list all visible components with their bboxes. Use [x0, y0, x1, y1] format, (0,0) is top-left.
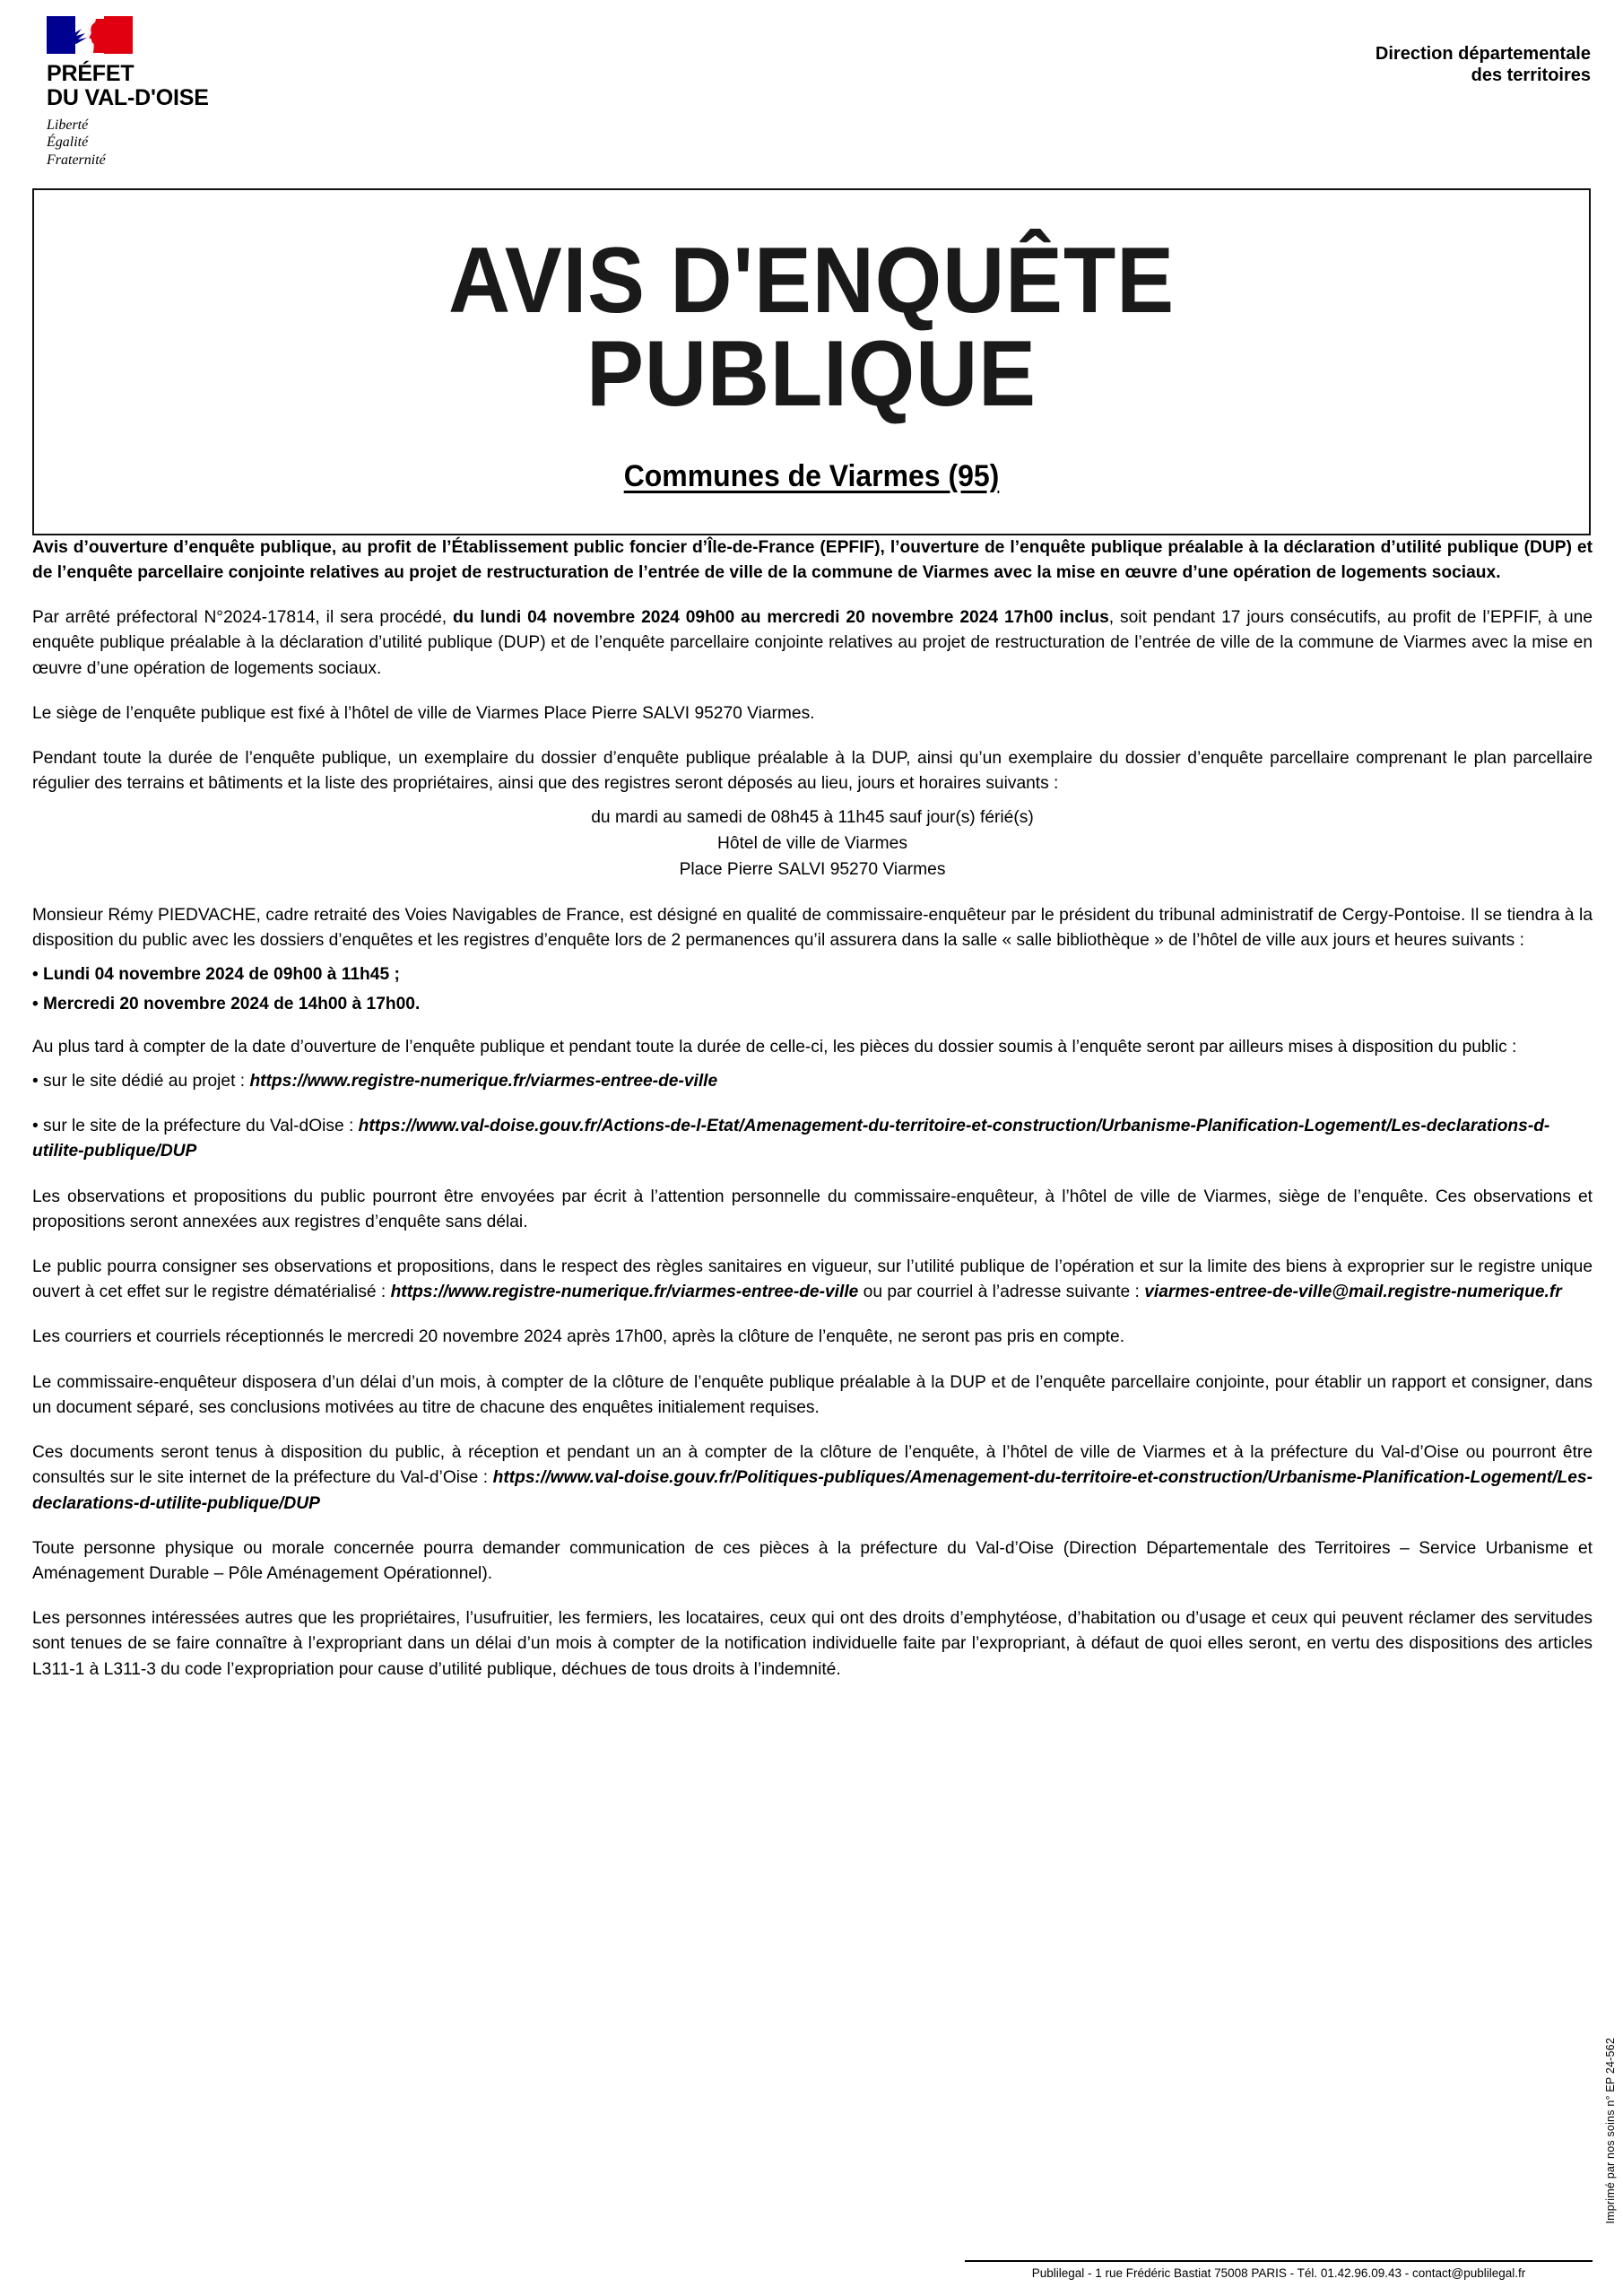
prefecture-branding	[47, 16, 209, 169]
opening-hours-block	[32, 805, 1593, 883]
footer-publisher-info: Publilegal - 1 rue Frédéric Bastiat 75008 PARIS - Tél. 01.42.96.09.43 - contact@publilegal.fr	[1031, 2266, 1526, 2280]
notice-title-line1: AVIS D'ENQUÊTE	[447, 229, 1176, 334]
documents-text-part1: Ces documents seront tenus à disposition du public, à réception et pendant un an à compter de la clôture de l’enquête, à l’hôtel de ville de Viarmes et à la préfecture du Val-d’Oise ou pourront être consultés sur le site internet de la préfecture du Val-d’Oise :	[32, 1443, 1593, 1488]
department-header	[1376, 43, 1591, 87]
bullet-site-prefecture	[32, 1114, 1593, 1164]
hours-line-address: Place Pierre SALVI 95270 Viarmes	[679, 860, 946, 880]
paragraph-delai-rapport: Le commissaire-enquêteur disposera d’un délai d’un mois, à compter de la clôture de l’enquête publique préalable à la DUP et de l’enquête parcellaire conjointe, pour établir un rapport et consigner, dans un document séparé, ses conclusions motivées au titre de chacune des enquêtes initialement requises.	[32, 1372, 1593, 1417]
paragraph-commissaire-enqueteur: Monsieur Rémy PIEDVACHE, cadre retraité des Voies Navigables de France, est désigné en qualité de commissaire-enquêteur par le président du tribunal administratif de Cergy-Pontoise. Il se tiendra à la disposition du public avec les dossiers d’enquêtes et les registres d’enquête lors de 2 permanences qu’il assurera dans la salle « salle bibliothèque » de l’hôtel de ville aux jours et heures suivants :	[32, 905, 1593, 951]
paragraph-consigner	[32, 1255, 1593, 1305]
footer-divider	[965, 2260, 1593, 2262]
consigner-text-part1: Le public pourra consigner ses observations et propositions, dans le respect des règles sanitaires en vigueur, sur l’utilité publique de l’opération et sur la limite des biens à exproprier sur le registre unique ouvert à cet effet sur le registre dématérialisé :	[32, 1257, 1593, 1302]
motto-liberte: Liberté	[47, 117, 89, 133]
french-flag-marianne-logo	[47, 16, 133, 54]
registre-numerique-url[interactable]: https://www.registre-numerique.fr/viarmes-entree-de-ville	[390, 1283, 859, 1302]
document-footer	[965, 2260, 1593, 2280]
paragraph-courriers-tardifs: Les courriers et courriels réceptionnés le mercredi 20 novembre 2024 après 17h00, après la clôture de l’enquête, ne seront pas pris en compte.	[32, 1327, 1125, 1347]
site-projet-label: • sur le site dédié au projet :	[32, 1071, 250, 1091]
hours-line-schedule: du mardi au samedi de 08h45 à 11h45 sauf jour(s) férié(s)	[591, 808, 1034, 828]
decree-text-part2: , soit pendant 17 jours consécutifs, au profit de l’EPFIF, à une enquête publique préalable à la déclaration d’utilité publique (DUP) et de l’enquête parcellaire conjointe relatives au projet de restructuration de l’entrée de ville de la commune de Viarmes avec la mise en œuvre d’une opération de logements sociaux.	[32, 608, 1593, 678]
department-line1: Direction départementale	[1375, 44, 1591, 64]
contact-email-address[interactable]: viarmes-entree-de-ville@mail.registre-numerique.fr	[1144, 1283, 1562, 1302]
paragraph-observations: Les observations et propositions du public pourront être envoyées par écrit à l’attention personnelle du commissaire-enquêteur, à l’hôtel de ville de Viarmes, siège de l’enquête. Ces observations et propositions seront annexées aux registres d’enquête sans délai.	[32, 1187, 1593, 1231]
document-header	[0, 0, 1623, 169]
notice-title-box	[32, 188, 1591, 535]
republic-motto	[47, 117, 209, 170]
hours-line-venue: Hôtel de ville de Viarmes	[717, 834, 907, 854]
site-prefecture-label: • sur le site de la préfecture du Val-dOise :	[32, 1117, 359, 1136]
notice-title-line2: PUBLIQUE	[586, 321, 1037, 426]
marianne-icon	[64, 16, 116, 54]
paragraph-documents-disposition	[32, 1440, 1593, 1517]
paragraph-decree	[32, 605, 1593, 682]
paragraph-personnes-interessees: Les personnes intéressées autres que les propriétaires, l’usufruitier, les fermiers, les locataires, ceux qui ont des droits d’emphytéose, d’habitation ou d’usage et ceux qui peuvent réclamer des servitudes sont tenues de se faire connaître à l’expropriant dans un délai d’un mois à compter de la notification individuelle faite par l’expropriant, à défaut de quoi elles seront, en vertu des dispositions des articles L311-1 à L311-3 du code l’expropriation pour cause d’utilité publique, déchues de tous droits à l’indemnité.	[32, 1609, 1593, 1679]
motto-egalite: Égalité	[47, 135, 89, 151]
print-reference-vertical-note: Imprimé par nos soins n° EP 24-562	[1604, 2038, 1617, 2224]
notice-body	[32, 535, 1593, 1683]
paragraph-communication-pieces: Toute personne physique ou morale concernée pourra demander communication de ces pièces à la préfecture du Val-d’Oise (Direction Départementale des Territoires – Service Urbanisme et Aménagement Durable – Pôle Aménagement Opérationnel).	[32, 1538, 1593, 1583]
decree-date-range: du lundi 04 novembre 2024 09h00 au mercredi 20 novembre 2024 17h00 inclus	[453, 608, 1109, 628]
paragraph-mise-a-disposition: Au plus tard à compter de la date d’ouverture de l’enquête publique et pendant toute la durée de celle-ci, les pièces du dossier soumis à l’enquête seront par ailleurs mises à disposition du public :	[32, 1037, 1517, 1057]
paragraph-intro-bold: Avis d’ouverture d’enquête publique, au profit de l’Établissement public foncier d’Île-de-France (EPFIF), l’ouverture de l’enquête publique préalable à la déclaration d’utilité publique (DUP) et de l’enquête parcellaire conjointe relatives au projet de restructuration de l’entrée de ville de la commune de Viarmes avec la mise en œuvre d’une opération de logements sociaux.	[32, 537, 1593, 582]
paragraph-siege: Le siège de l’enquête publique est fixé à l’hôtel de ville de Viarmes Place Pierre SALVI 95270 Viarmes.	[32, 703, 815, 723]
paragraph-pendant-duree: Pendant toute la durée de l’enquête publique, un exemplaire du dossier d’enquête publique préalable à la DUP, ainsi qu’un exemplaire du dossier d’enquête parcellaire comprenant le plan parcellaire régulier des terrains et bâtiments et la liste des propriétaires, ainsi que des registres seront déposés au lieu, jours et horaires suivants :	[32, 749, 1593, 794]
permanence-item-1: • Lundi 04 novembre 2024 de 09h00 à 11h45 ;	[32, 965, 400, 985]
brand-name-line2: DU VAL-D'OISE	[47, 84, 209, 110]
decree-text-part1: Par arrêté préfectoral N°2024-17814, il sera procédé,	[32, 608, 454, 628]
motto-fraternite: Fraternité	[47, 152, 106, 168]
site-prefecture-url[interactable]: https://www.val-doise.gouv.fr/Actions-de-l-Etat/Amenagement-du-territoire-et-construction/Urbanisme-Planification-Logement/Les-declarations-d-utilite-publique/DUP	[32, 1117, 1550, 1161]
department-line2: des territoires	[1471, 65, 1591, 86]
permanences-list	[32, 962, 1593, 1016]
notice-subtitle-communes: Communes de Viarmes (95)	[623, 458, 1000, 493]
prefecture-dup-url[interactable]: https://www.val-doise.gouv.fr/Politiques-publiques/Amenagement-du-territoire-et-construction/Urbanisme-Planification-Logement/Les-declarations-d-utilite-publique/DUP	[32, 1468, 1593, 1513]
consigner-text-part2: ou par courriel à l’adresse suivante :	[858, 1283, 1145, 1302]
bullet-site-projet	[32, 1069, 1593, 1094]
site-projet-url[interactable]: https://www.registre-numerique.fr/viarmes-entree-de-ville	[249, 1071, 718, 1091]
permanence-item-2: • Mercredi 20 novembre 2024 de 14h00 à 17h00.	[32, 994, 421, 1013]
brand-name-line1: PRÉFET	[47, 61, 135, 86]
flag-white-bar	[75, 16, 104, 54]
